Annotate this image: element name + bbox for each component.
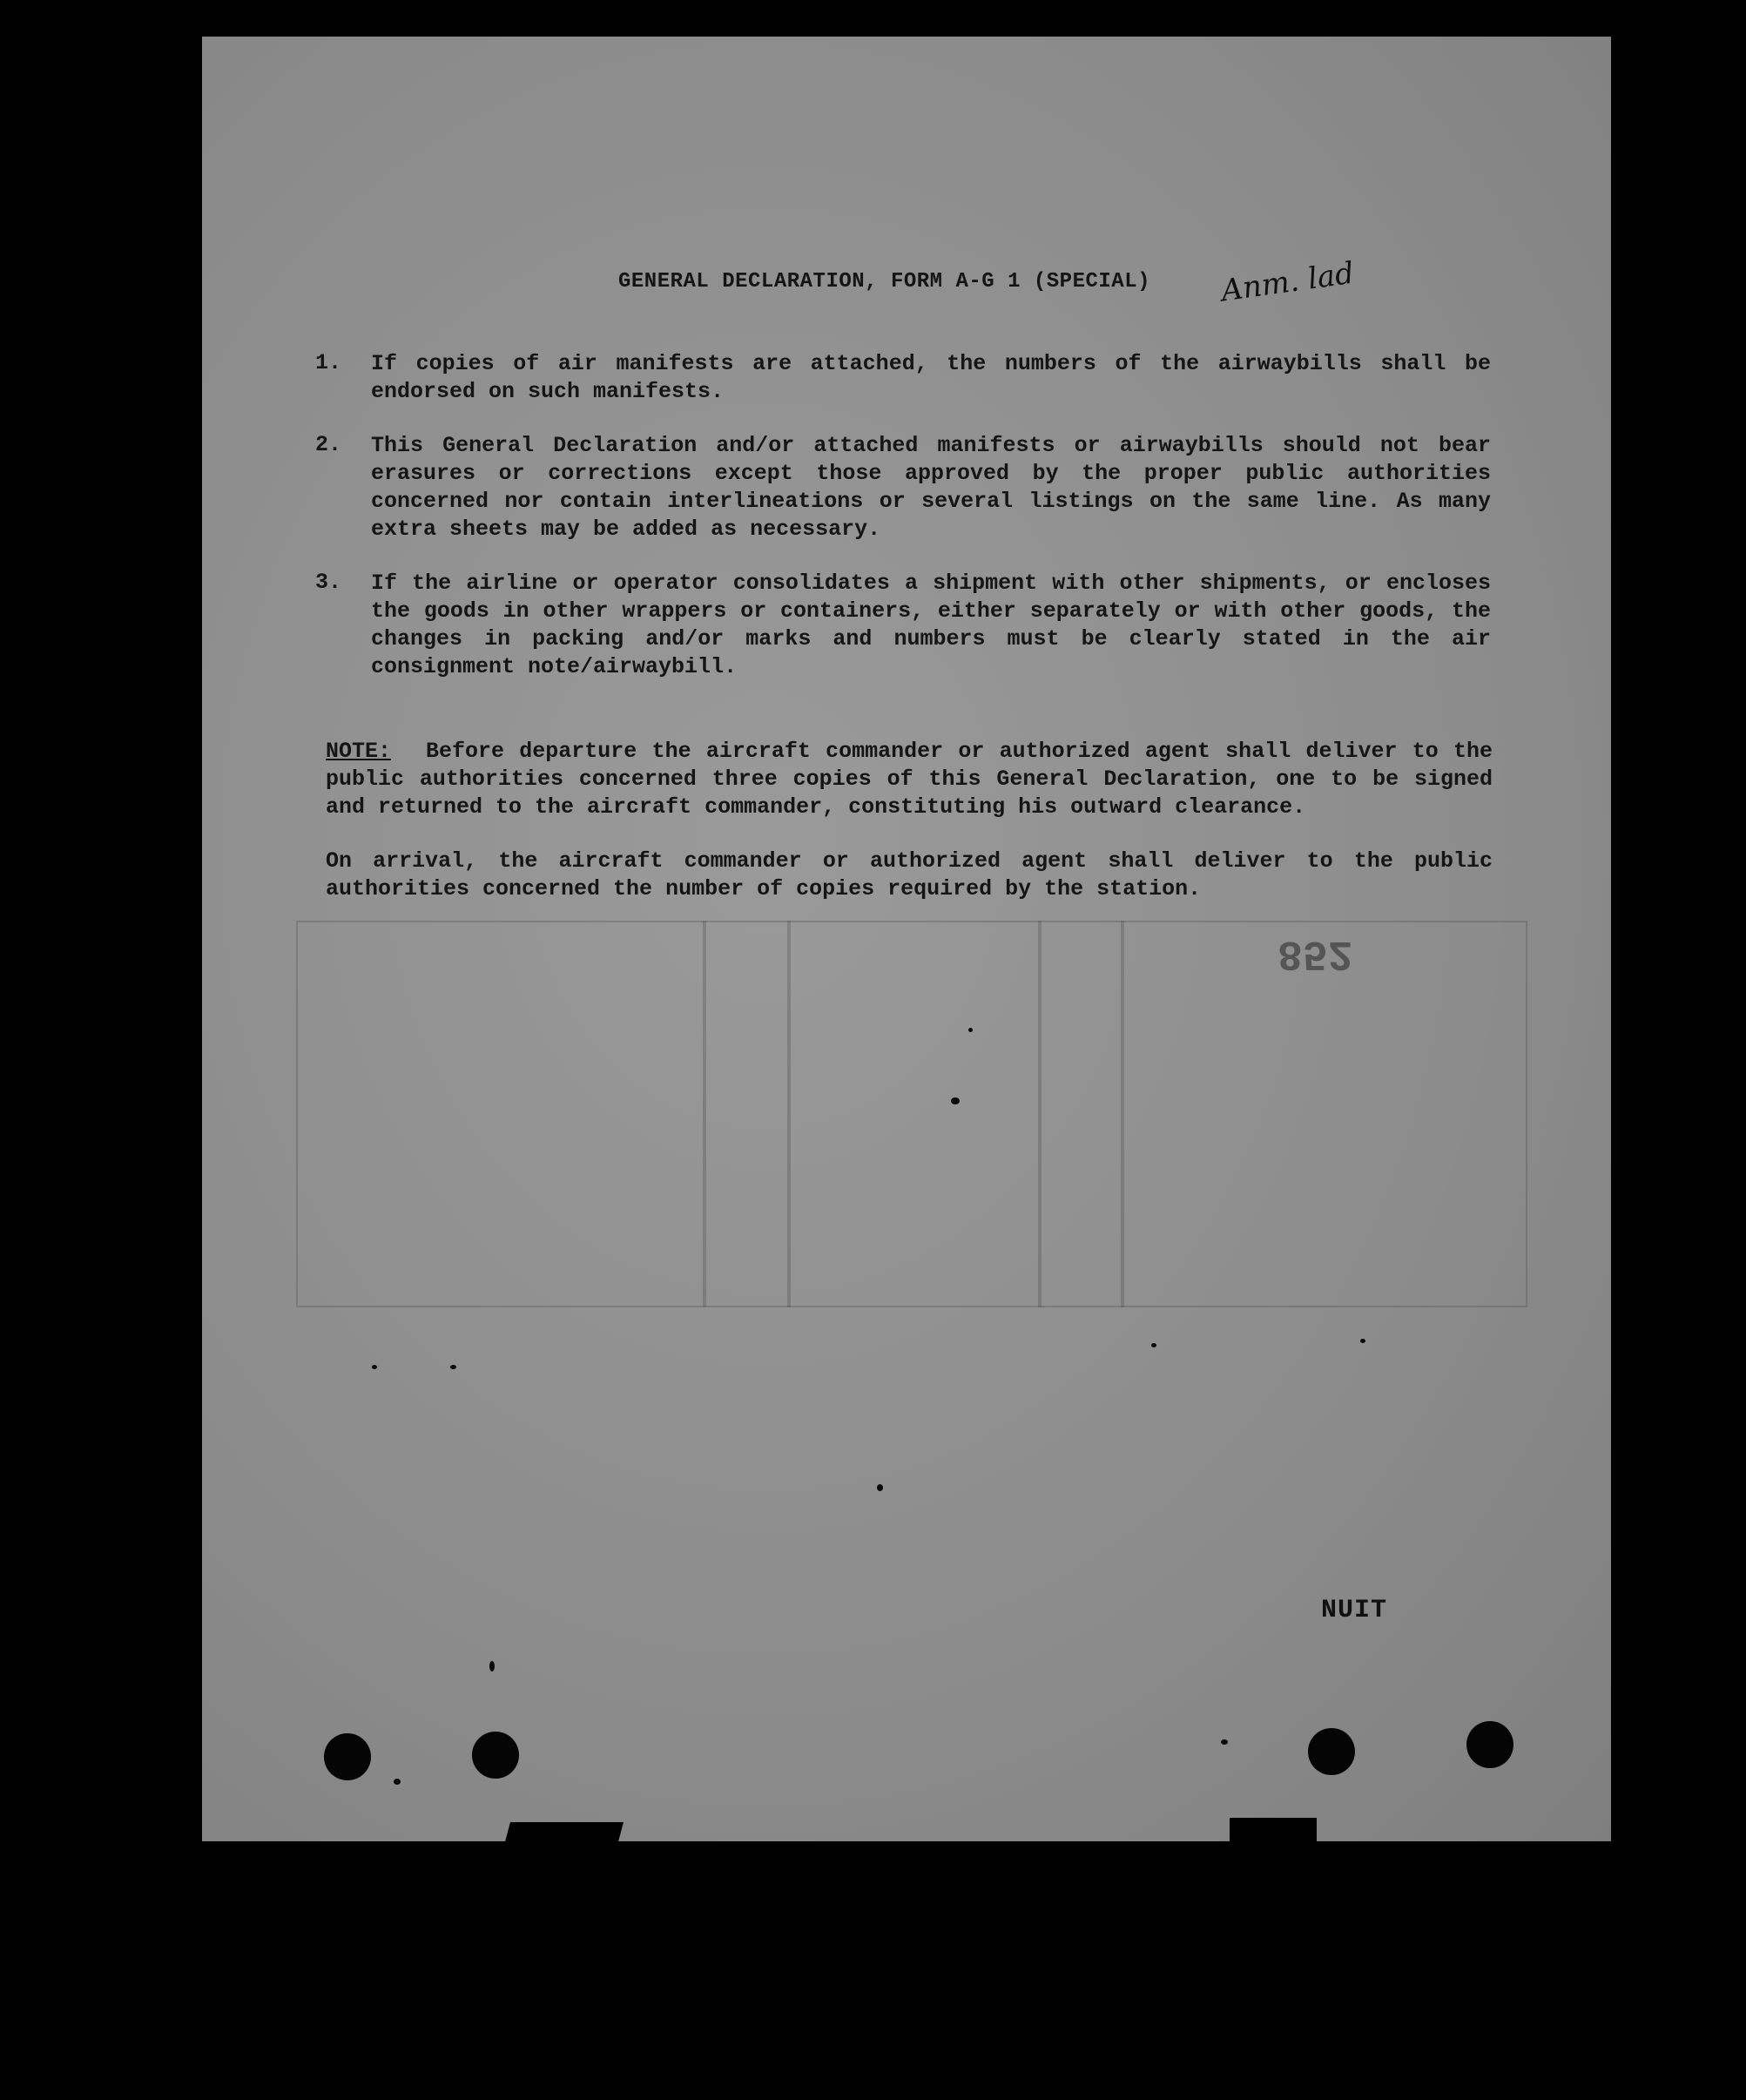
ink-speck <box>1221 1739 1228 1745</box>
bleed-through-divider <box>703 921 706 1307</box>
document-page <box>202 37 1611 1841</box>
ink-speck <box>489 1661 495 1671</box>
ink-speck <box>877 1484 883 1491</box>
ink-speck <box>394 1779 401 1785</box>
punch-hole <box>1466 1721 1513 1768</box>
instruction-list <box>315 350 1491 707</box>
ink-speck <box>1360 1339 1365 1343</box>
bleed-through-number: 852 <box>1277 929 1353 976</box>
punch-hole <box>324 1733 371 1780</box>
bleed-through-divider <box>1121 921 1124 1307</box>
torn-edge <box>503 1822 624 1841</box>
form-title: GENERAL DECLARATION, FORM A-G 1 (SPECIAL) <box>618 270 1150 294</box>
note-text: Before departure the aircraft commander or authorized agent shall deliver to the public authorities concerned three copies of this General Declaration, one to be signed and returned to the aircraft commander, constituting his outward clearance. <box>326 739 1493 820</box>
ink-speck <box>372 1365 377 1369</box>
arrival-paragraph: On arrival, the aircraft commander or authorized agent shall deliver to the public authorities concerned the number of copies required by the station. <box>326 848 1493 901</box>
handwritten-annotation: Anm. lad <box>1218 255 1357 309</box>
torn-edge <box>1230 1818 1317 1841</box>
ink-speck <box>951 1097 960 1104</box>
item-number: 1. <box>315 350 342 375</box>
bleed-through-table <box>296 921 1527 1307</box>
item-text: If the airline or operator consolidates a shipment with other shipments, or encloses the goods in other wrappers or containers, either separately or with other goods, the changes in packing and/or marks and numbers must be clearly stated in the air consignment note/airwaybill. <box>371 571 1491 679</box>
bleed-through-divider <box>787 921 791 1307</box>
item-text: This General Declaration and/or attached manifests or airwaybills should not bear erasures or corrections except those approved by the proper public authorities concerned nor contain interlineations or several listings on the same line. As many extra sheets may be added as necessary. <box>371 433 1491 542</box>
punch-hole <box>472 1732 519 1779</box>
instruction-item <box>315 570 1491 681</box>
punch-hole <box>1308 1728 1355 1775</box>
note-section <box>326 738 1493 929</box>
instruction-item <box>315 432 1491 544</box>
item-number: 2. <box>315 432 342 457</box>
item-text: If copies of air manifests are attached, the numbers of the airwaybills shall be endorsed on such manifests. <box>371 351 1491 404</box>
bleed-through-divider <box>1038 921 1042 1307</box>
note-paragraph <box>326 738 1493 821</box>
item-number: 3. <box>315 570 342 595</box>
stamp-fragment: NUIT <box>1321 1596 1388 1625</box>
note-label: NOTE: <box>326 739 392 764</box>
ink-speck <box>968 1028 973 1032</box>
ink-speck <box>450 1365 456 1369</box>
instruction-item <box>315 350 1491 406</box>
ink-speck <box>1151 1343 1156 1347</box>
